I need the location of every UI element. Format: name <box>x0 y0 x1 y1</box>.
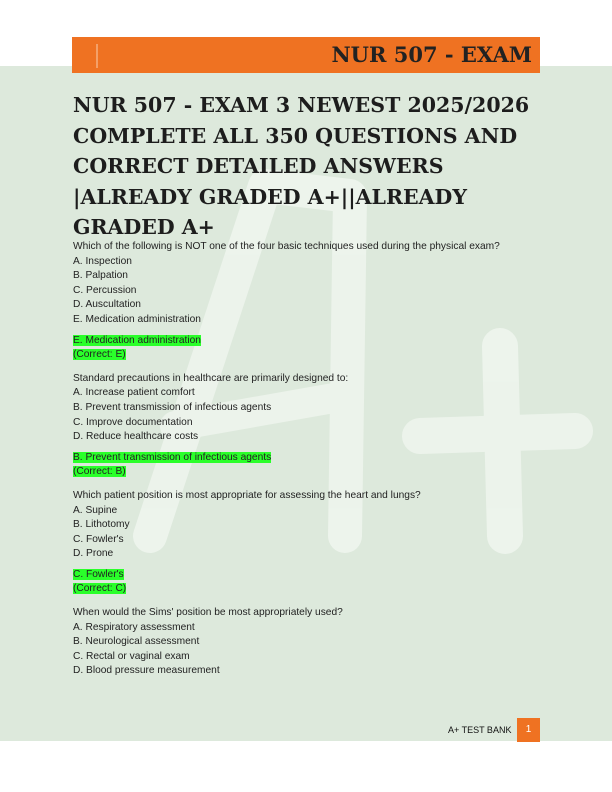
option-a: A. Respiratory assessment <box>73 621 195 633</box>
page-number: 1 <box>517 718 540 742</box>
question-list <box>73 240 543 680</box>
correct-label: (Correct: C) <box>73 583 127 595</box>
question-text: Which of the following is NOT one of the four basic techniques used during the physical exam? <box>73 241 500 252</box>
document-title: NUR 507 - EXAM 3 NEWEST 2025/2026 COMPLETE ALL 350 QUESTIONS AND CORRECT DETAILED ANSWERS |ALREADY GRADED A+||ALREADY GRADED A+ <box>73 93 530 239</box>
answer-block <box>73 334 543 363</box>
option-d: D. Reduce healthcare costs <box>73 431 199 443</box>
option-d: D. Prone <box>73 548 114 560</box>
question-text: Standard precautions in healthcare are primarily designed to: <box>73 372 349 384</box>
option-e: E. Medication administration <box>73 313 201 325</box>
option-b: B. Lithotomy <box>73 519 130 531</box>
question-4 <box>73 606 543 679</box>
correct-label: (Correct: B) <box>73 466 126 478</box>
option-c: C. Improve documentation <box>73 416 193 428</box>
option-b: B. Prevent transmission of infectious agents <box>73 401 272 413</box>
header-divider <box>96 44 98 68</box>
question-text: Which patient position is most appropriate for assessing the heart and lungs? <box>73 489 421 501</box>
answer-text: C. Fowler's <box>73 568 124 580</box>
option-d: D. Auscultation <box>73 299 141 311</box>
answer-block <box>73 451 543 480</box>
footer-label: A+ TEST BANK <box>448 725 512 735</box>
question-text: When would the Sims' position be most appropriately used? <box>73 607 343 619</box>
option-a: A. Inspection <box>73 255 132 267</box>
answer-text: B. Prevent transmission of infectious agents <box>73 451 272 463</box>
option-b: B. Palpation <box>73 270 128 282</box>
header-title: NUR 507 - EXAM <box>331 42 532 67</box>
option-a: A. Increase patient comfort <box>73 387 195 399</box>
answer-text: E. Medication administration <box>73 334 201 346</box>
question-3 <box>73 489 543 597</box>
question-2 <box>73 372 543 480</box>
option-b: B. Neurological assessment <box>73 636 200 648</box>
option-c: C. Rectal or vaginal exam <box>73 650 190 662</box>
option-d: D. Blood pressure measurement <box>73 665 220 677</box>
option-c: C. Percussion <box>73 284 137 296</box>
option-c: C. Fowler's <box>73 533 124 545</box>
question-1 <box>73 240 543 363</box>
option-a: A. Supine <box>73 504 118 516</box>
correct-label: (Correct: E) <box>73 349 126 361</box>
answer-block <box>73 568 543 597</box>
